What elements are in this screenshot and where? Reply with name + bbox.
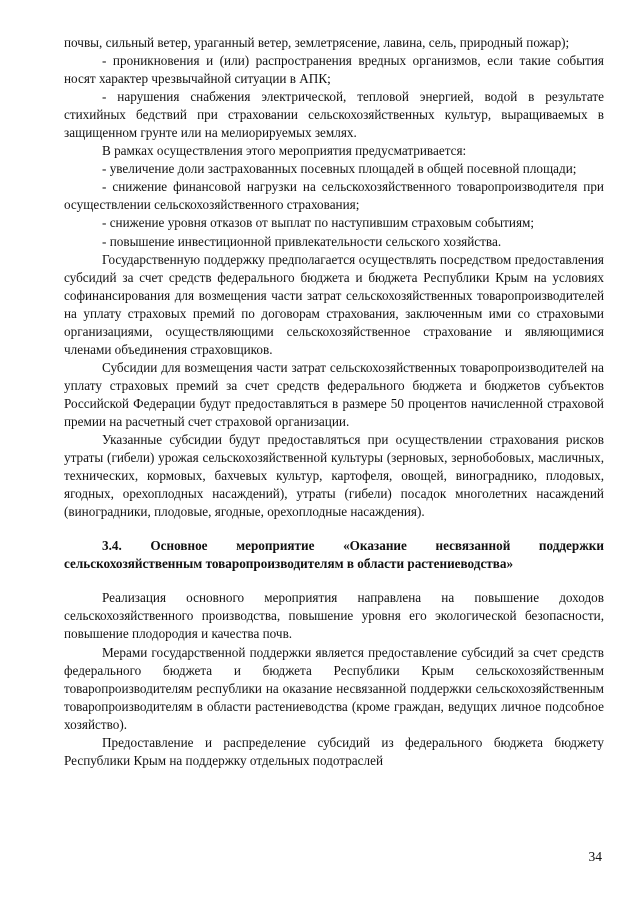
paragraph: Предоставление и распределение субсидий из федерального бюджета бюджету Республики Крым на поддержку отдельных подотраслей <box>64 734 604 768</box>
page-number: 34 <box>588 849 602 864</box>
section-heading: 3.4. Основное мероприятие «Оказание несвязанной поддержки сельскохозяйственным товаропроизводителям в области растениеводства» <box>64 538 604 572</box>
paragraph: Мерами государственной поддержки является предоставление субсидий за счет средств федерального бюджета и бюджета Республики Крым сельскохозяйственным товаропроизводителям республики на оказание несвязанной поддержки сельскохозяйственным товаропроизводителям в области растениеводства (кроме граждан, ведущих личное подсобное хозяйство). <box>64 644 604 732</box>
list-item: - снижение уровня отказов от выплат по наступившим страховым событиям; <box>102 215 535 231</box>
paragraph: Государственную поддержку предполагается осуществлять посредством предоставления субсидий за счет средств федерального бюджета и бюджета Республики Крым на условиях софинансирования для возмещения части затрат сельскохозяйственных товаропроизводителей на уплату страховых премий по договорам страхования, заключенным ими со страховыми организациями, осуществляющими сельскохозяйственное страхование и являющимися членами объединения страховщиков. <box>64 251 604 357</box>
paragraph: Реализация основного мероприятия направлена на повышение доходов сельскохозяйственного производства, повышение уровня его экологической безопасности, повышение плодородия и качества почв. <box>64 590 604 642</box>
paragraph: Субсидии для возмещения части затрат сельскохозяйственных товаропроизводителей на уплату страховых премий за счет средств федерального бюджета и бюджетов субъектов Российской Федерации будут предоставляться в размере 50 процентов начисленной страховой премии на расчетный счет страховой организации. <box>64 359 604 429</box>
list-item: - нарушения снабжения электрической, тепловой энергией, водой в результате стихийных бедствий при страховании сельскохозяйственных культур, выращиваемых в защищенном грунте или на мелиорируемых землях. <box>64 89 604 141</box>
paragraph: В рамках осуществления этого мероприятия предусматривается: <box>102 143 467 159</box>
list-item: - повышение инвестиционной привлекательности сельского хозяйства. <box>102 233 502 249</box>
paragraph: почвы, сильный ветер, ураганный ветер, землетрясение, лавина, сель, природный пожар); <box>64 35 570 50</box>
list-item: - снижение финансовой нагрузки на сельскохозяйственного товаропроизводителя при осуществлении сельскохозяйственного страхования; <box>64 179 604 213</box>
paragraph: Указанные субсидии будут предоставляться при осуществлении страхования рисков утраты (гибели) урожая сельскохозяйственной культуры (зерновых, зернобобовых, масличных, технических, кормовых, бахчевых культур, картофеля, овощей, винограднико, плодовых, ягодных, орехоплодных насаждений), утраты (гибели) посадок многолетних насаждений (виноградники, плодовые, ягодные, орехоплодные насаждения). <box>64 432 604 520</box>
list-item: - увеличение доли застрахованных посевных площадей в общей посевной площади; <box>102 161 577 177</box>
document-body <box>64 34 604 770</box>
list-item: - проникновения и (или) распространения вредных организмов, если такие события носят характер чрезвычайной ситуации в АПК; <box>64 53 604 87</box>
